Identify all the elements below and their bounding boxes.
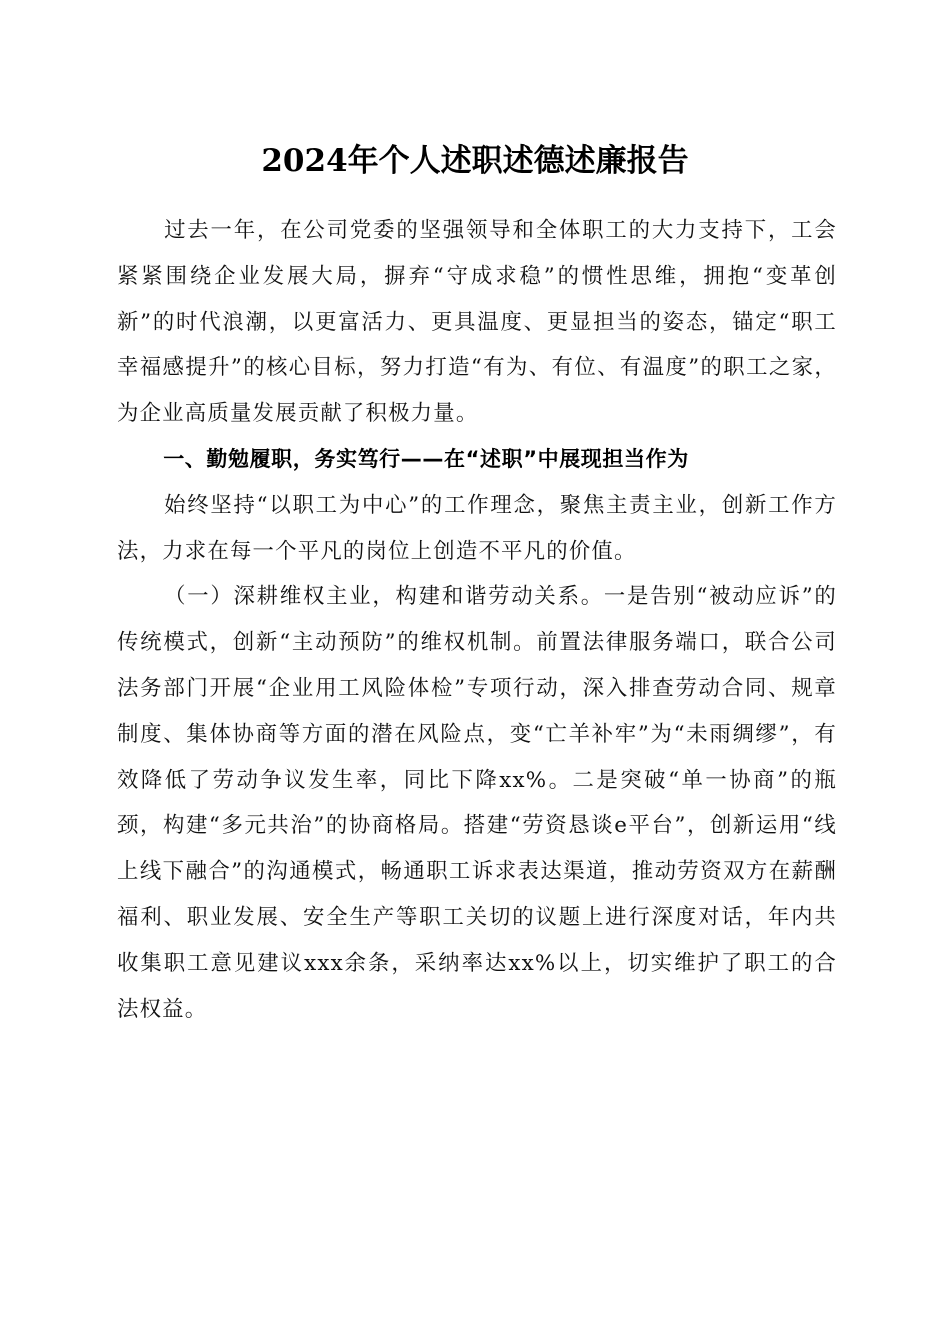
document-title: 2024年个人述职述德述廉报告 <box>261 143 689 179</box>
document-body <box>117 208 837 1032</box>
section-1-intro-paragraph: 始终坚持“以职工为中心”的工作理念，聚焦主责主业，创新工作方法，力求在每一个平凡的岗位上创造不平凡的价值。 <box>117 492 837 564</box>
section-heading-1: 一、勤勉履职，务实笃行——在“述职”中展现担当作为 <box>163 446 689 471</box>
intro-paragraph: 过去一年，在公司党委的坚强领导和全体职工的大力支持下，工会紧紧围绕企业发展大局，摒弃“守成求稳”的惯性思维，拥抱“变革创新”的时代浪潮，以更富活力、更具温度、更显担当的姿态，锚定“职工幸福感提升”的核心目标，努力打造“有为、有位、有温度”的职工之家，为企业高质量发展贡献了积极力量。 <box>117 218 837 427</box>
subsection-1-paragraph: （一）深耕维权主业，构建和谐劳动关系。一是告别“被动应诉”的传统模式，创新“主动预防”的维权机制。前置法律服务端口，联合公司法务部门开展“企业用工风险体检”专项行动，深入排查劳动合同、规章制度、集体协商等方面的潜在风险点，变“亡羊补牢”为“未雨绸缪”，有效降低了劳动争议发生率，同比下降xx%。二是突破“单一协商”的瓶颈，构建“多元共治”的协商格局。搭建“劳资恳谈e平台”，创新运用“线上线下融合”的沟通模式，畅通职工诉求表达渠道，推动劳资双方在薪酬福利、职业发展、安全生产等职工关切的议题上进行深度对话，年内共收集职工意见建议xxx余条，采纳率达xx%以上，切实维护了职工的合法权益。 <box>117 584 837 1022</box>
